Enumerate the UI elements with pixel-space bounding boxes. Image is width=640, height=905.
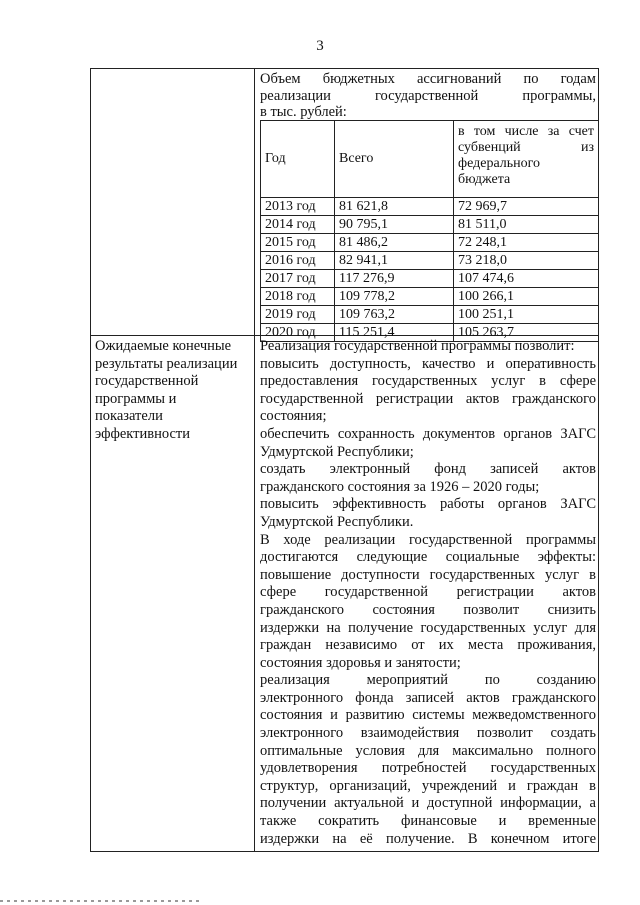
funding-heading-line: реализации государственной программы,: [260, 87, 596, 104]
results-text-line: граждан независимо от их места проживания,: [260, 637, 596, 654]
results-text-line: повысить эффективность работы органов ЗАГС: [260, 496, 596, 513]
cell-total: 82 941,1: [335, 252, 454, 270]
cell-total: 115 251,4: [335, 324, 454, 342]
cell-federal: 100 251,1: [454, 306, 599, 324]
cell-year: 2018 год: [261, 288, 335, 306]
results-label-line: государственной: [95, 373, 199, 389]
cell-year: 2015 год: [261, 234, 335, 252]
results-label-line: показатели: [95, 408, 163, 424]
cell-year: 2019 год: [261, 306, 335, 324]
column-header-federal-line: в том числе за счет: [458, 124, 594, 139]
funding-table-row: [261, 252, 599, 270]
cell-federal: 105 263,7: [454, 324, 599, 342]
column-header-federal-line: бюджета: [458, 172, 511, 187]
funding-heading-line: Объем бюджетных ассигнований по годам: [260, 71, 596, 87]
cell-federal: 72 248,1: [454, 234, 599, 252]
funding-heading-line: в тыс. рублей:: [260, 104, 347, 120]
results-text-line: государственной регистрации актов гражданского: [260, 390, 596, 407]
funding-table-row: [261, 216, 599, 234]
cell-federal: 107 474,6: [454, 270, 599, 288]
results-text-line: удовлетворения потребностей государственных: [260, 760, 596, 777]
results-text-line: гражданского состояния за 1926 – 2020 годы;: [260, 478, 540, 495]
column-header-federal-line: субвенций из: [458, 140, 594, 155]
results-label: [95, 338, 250, 443]
results-label-line: результаты реализации: [95, 355, 238, 372]
cell-year: 2017 год: [261, 270, 335, 288]
cell-federal: 73 218,0: [454, 252, 599, 270]
funding-table-header: [261, 121, 599, 198]
results-text-line: электронного фонда записей актов гражданского: [260, 689, 596, 706]
results-text-line: состояния и развитию системы межведомственного: [260, 707, 596, 724]
cell-year: 2016 год: [261, 252, 335, 270]
column-header-year: Год: [261, 121, 335, 198]
column-divider: [254, 68, 255, 852]
results-text-line: состояния здоровья и занятости;: [260, 654, 461, 671]
funding-table-row: [261, 288, 599, 306]
results-text-line: структур, организаций, учреждений и граждан в: [260, 777, 596, 794]
funding-table-row: [261, 234, 599, 252]
results-text-line: состояния;: [260, 408, 327, 425]
results-text-line: В ходе реализации государственной программы: [260, 531, 596, 548]
column-header-total: Всего: [335, 121, 454, 198]
funding-heading: [260, 71, 596, 121]
results-label-line: эффективности: [95, 425, 190, 442]
funding-table-row: [261, 198, 599, 216]
results-text-line: также сократить финансовые и временные: [260, 813, 596, 830]
cell-total: 117 276,9: [335, 270, 454, 288]
results-text-line: оптимальные условия для максимально полного: [260, 742, 596, 759]
results-text-line: Реализация государственной программы позволит:: [260, 338, 575, 354]
results-text-line: реализация мероприятий по созданию: [260, 672, 596, 689]
results-text-line: Удмуртской Республики;: [260, 443, 414, 460]
results-text-line: обеспечить сохранность документов органов ЗАГС: [260, 425, 596, 442]
page-number: 3: [316, 38, 324, 54]
results-text-line: сфере государственной регистрации актов: [260, 584, 596, 601]
results-text-line: создать электронный фонд записей актов: [260, 461, 596, 478]
column-header-federal: [454, 121, 599, 198]
results-text-line: получении актуальной и доступной информации, а: [260, 795, 596, 812]
column-header-federal-line: федерального: [458, 156, 541, 171]
results-text-line: издержки на получение государственных услуг для: [260, 619, 596, 636]
results-text-line: Удмуртской Республики.: [260, 513, 414, 530]
results-label-line: программы и: [95, 390, 177, 407]
results-text-line: издержки на её получение. В конечном итоге: [260, 830, 596, 847]
results-text: [260, 338, 596, 848]
cell-federal: 81 511,0: [454, 216, 599, 234]
funding-table-row: [261, 306, 599, 324]
cell-total: 109 763,2: [335, 306, 454, 324]
results-text-line: повысить доступность, качество и оперативность: [260, 355, 596, 372]
cell-total: 90 795,1: [335, 216, 454, 234]
scan-artifact: [0, 900, 200, 902]
cell-total: 109 778,2: [335, 288, 454, 306]
results-text-line: электронного взаимодействия позволит создать: [260, 725, 596, 742]
funding-table: [260, 120, 599, 342]
results-text-line: достигаются следующие социальные эффекты:: [260, 549, 596, 566]
cell-year: 2013 год: [261, 198, 335, 216]
results-text-line: повышение доступности государственных услуг в: [260, 566, 596, 583]
results-text-line: предоставления государственных услуг в сфере: [260, 373, 596, 390]
cell-total: 81 621,8: [335, 198, 454, 216]
cell-year: 2020 год: [261, 324, 335, 342]
cell-year: 2014 год: [261, 216, 335, 234]
results-text-line: гражданского состояния позволит снизить: [260, 601, 596, 618]
cell-federal: 100 266,1: [454, 288, 599, 306]
funding-table-row: [261, 270, 599, 288]
cell-federal: 72 969,7: [454, 198, 599, 216]
cell-total: 81 486,2: [335, 234, 454, 252]
results-label-line: Ожидаемые конечные: [95, 338, 232, 354]
